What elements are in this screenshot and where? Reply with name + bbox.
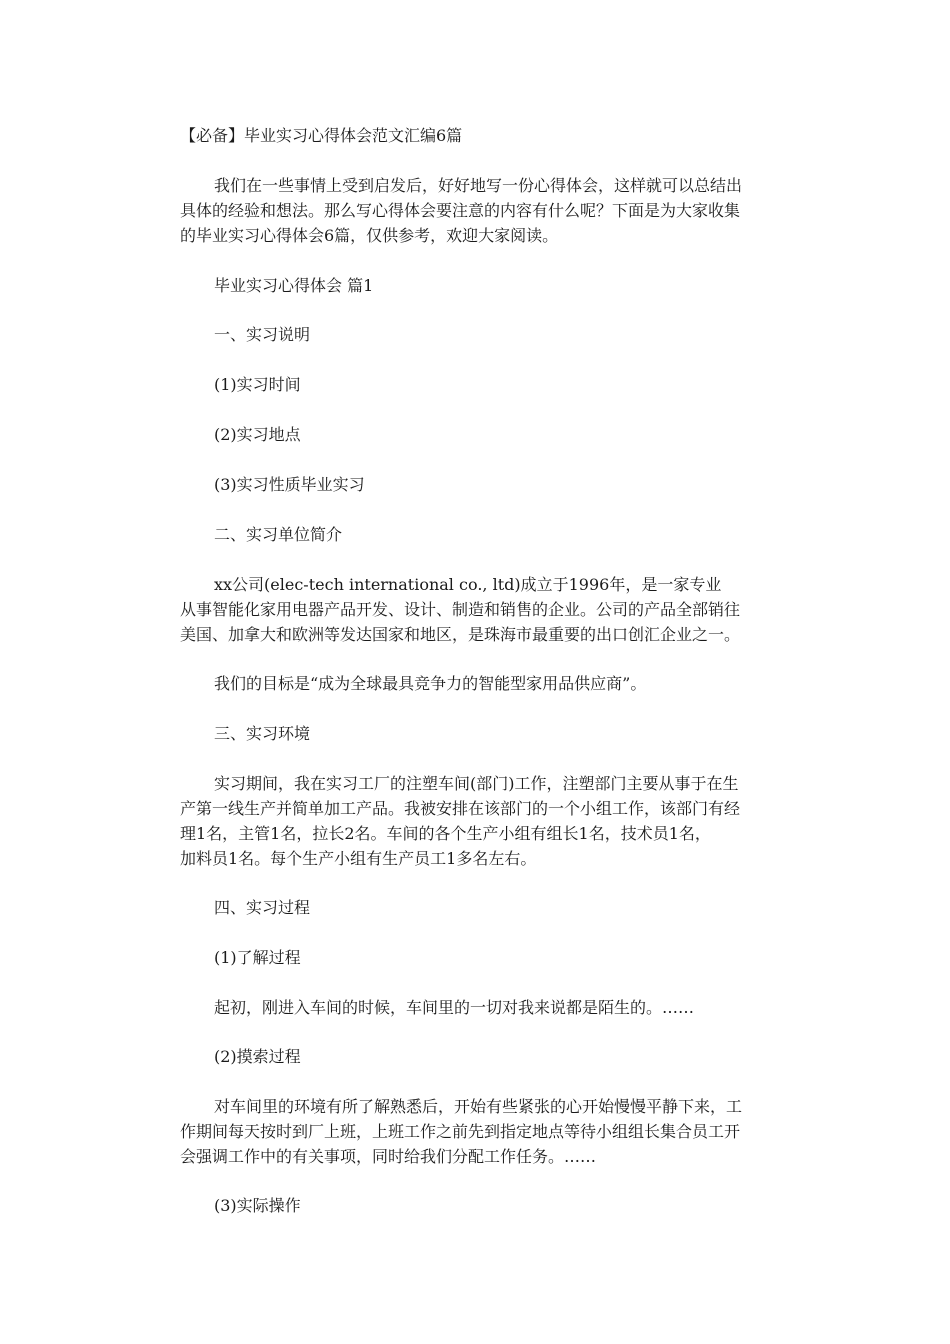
intro-line-2: 具体的经验和想法。那么写心得体会要注意的内容有什么呢？下面是为大家收集 — [180, 201, 741, 220]
env-line-1: 实习期间，我在实习工厂的注塑车间(部门)工作，注塑部门主要从事于在生 — [214, 774, 739, 793]
document-title: 【必备】毕业实习心得体会范文汇编6篇 — [180, 126, 463, 145]
goal-line: 我们的目标是“成为全球最具竞争力的智能型家用品供应商”。 — [214, 674, 647, 693]
heading-shixi-huanjing: 三、实习环境 — [214, 724, 311, 743]
company-line-3: 美国、加拿大和欧洲等发达国家和地区，是珠海市最重要的出口创汇企业之一。 — [180, 625, 741, 644]
item-shixi-xingzhi: (3)实习性质毕业实习 — [214, 475, 365, 494]
section-heading: 毕业实习心得体会 篇1 — [214, 276, 374, 295]
company-line-2: 从事智能化家用电器产品开发、设计、制造和销售的企业。公司的产品全部销往 — [180, 600, 741, 619]
step2-line-3: 会强调工作中的有关事项，同时给我们分配工作任务。…… — [180, 1147, 597, 1166]
company-line-1: xx公司(elec-tech international co., ltd)成立于1996年，是一家专业 — [214, 575, 722, 594]
heading-danwei-jianjie: 二、实习单位简介 — [214, 525, 343, 544]
heading-shixi-shuoming: 一、实习说明 — [214, 325, 311, 344]
step1-text: 起初，刚进入车间的时候，车间里的一切对我来说都是陌生的。…… — [214, 998, 695, 1017]
env-line-4: 加料员1名。每个生产小组有生产员工1多名左右。 — [180, 849, 537, 868]
item-shixi-didian: (2)实习地点 — [214, 425, 301, 444]
step-shiji-caozuo: (3)实际操作 — [214, 1196, 301, 1215]
heading-shixi-guocheng: 四、实习过程 — [214, 898, 311, 917]
env-line-3: 理1名，主管1名，拉长2名。车间的各个生产小组有组长1名，技术员1名， — [180, 824, 711, 843]
document-page — [180, 0, 775, 1344]
intro-line-3: 的毕业实习心得体会6篇，仅供参考，欢迎大家阅读。 — [180, 226, 559, 245]
step-mosuo-guocheng: (2)摸索过程 — [214, 1047, 301, 1066]
item-shixi-shijian: (1)实习时间 — [214, 375, 301, 394]
step2-line-2: 作期间每天按时到厂上班，上班工作之前先到指定地点等待小组组长集合员工开 — [180, 1122, 741, 1141]
env-line-2: 产第一线生产并简单加工产品。我被安排在该部门的一个小组工作，该部门有经 — [180, 799, 741, 818]
intro-line-1: 我们在一些事情上受到启发后，好好地写一份心得体会，这样就可以总结出 — [214, 176, 743, 195]
step2-line-1: 对车间里的环境有所了解熟悉后，开始有些紧张的心开始慢慢平静下来，工 — [214, 1097, 743, 1116]
step-liaojie-guocheng: (1)了解过程 — [214, 948, 301, 967]
